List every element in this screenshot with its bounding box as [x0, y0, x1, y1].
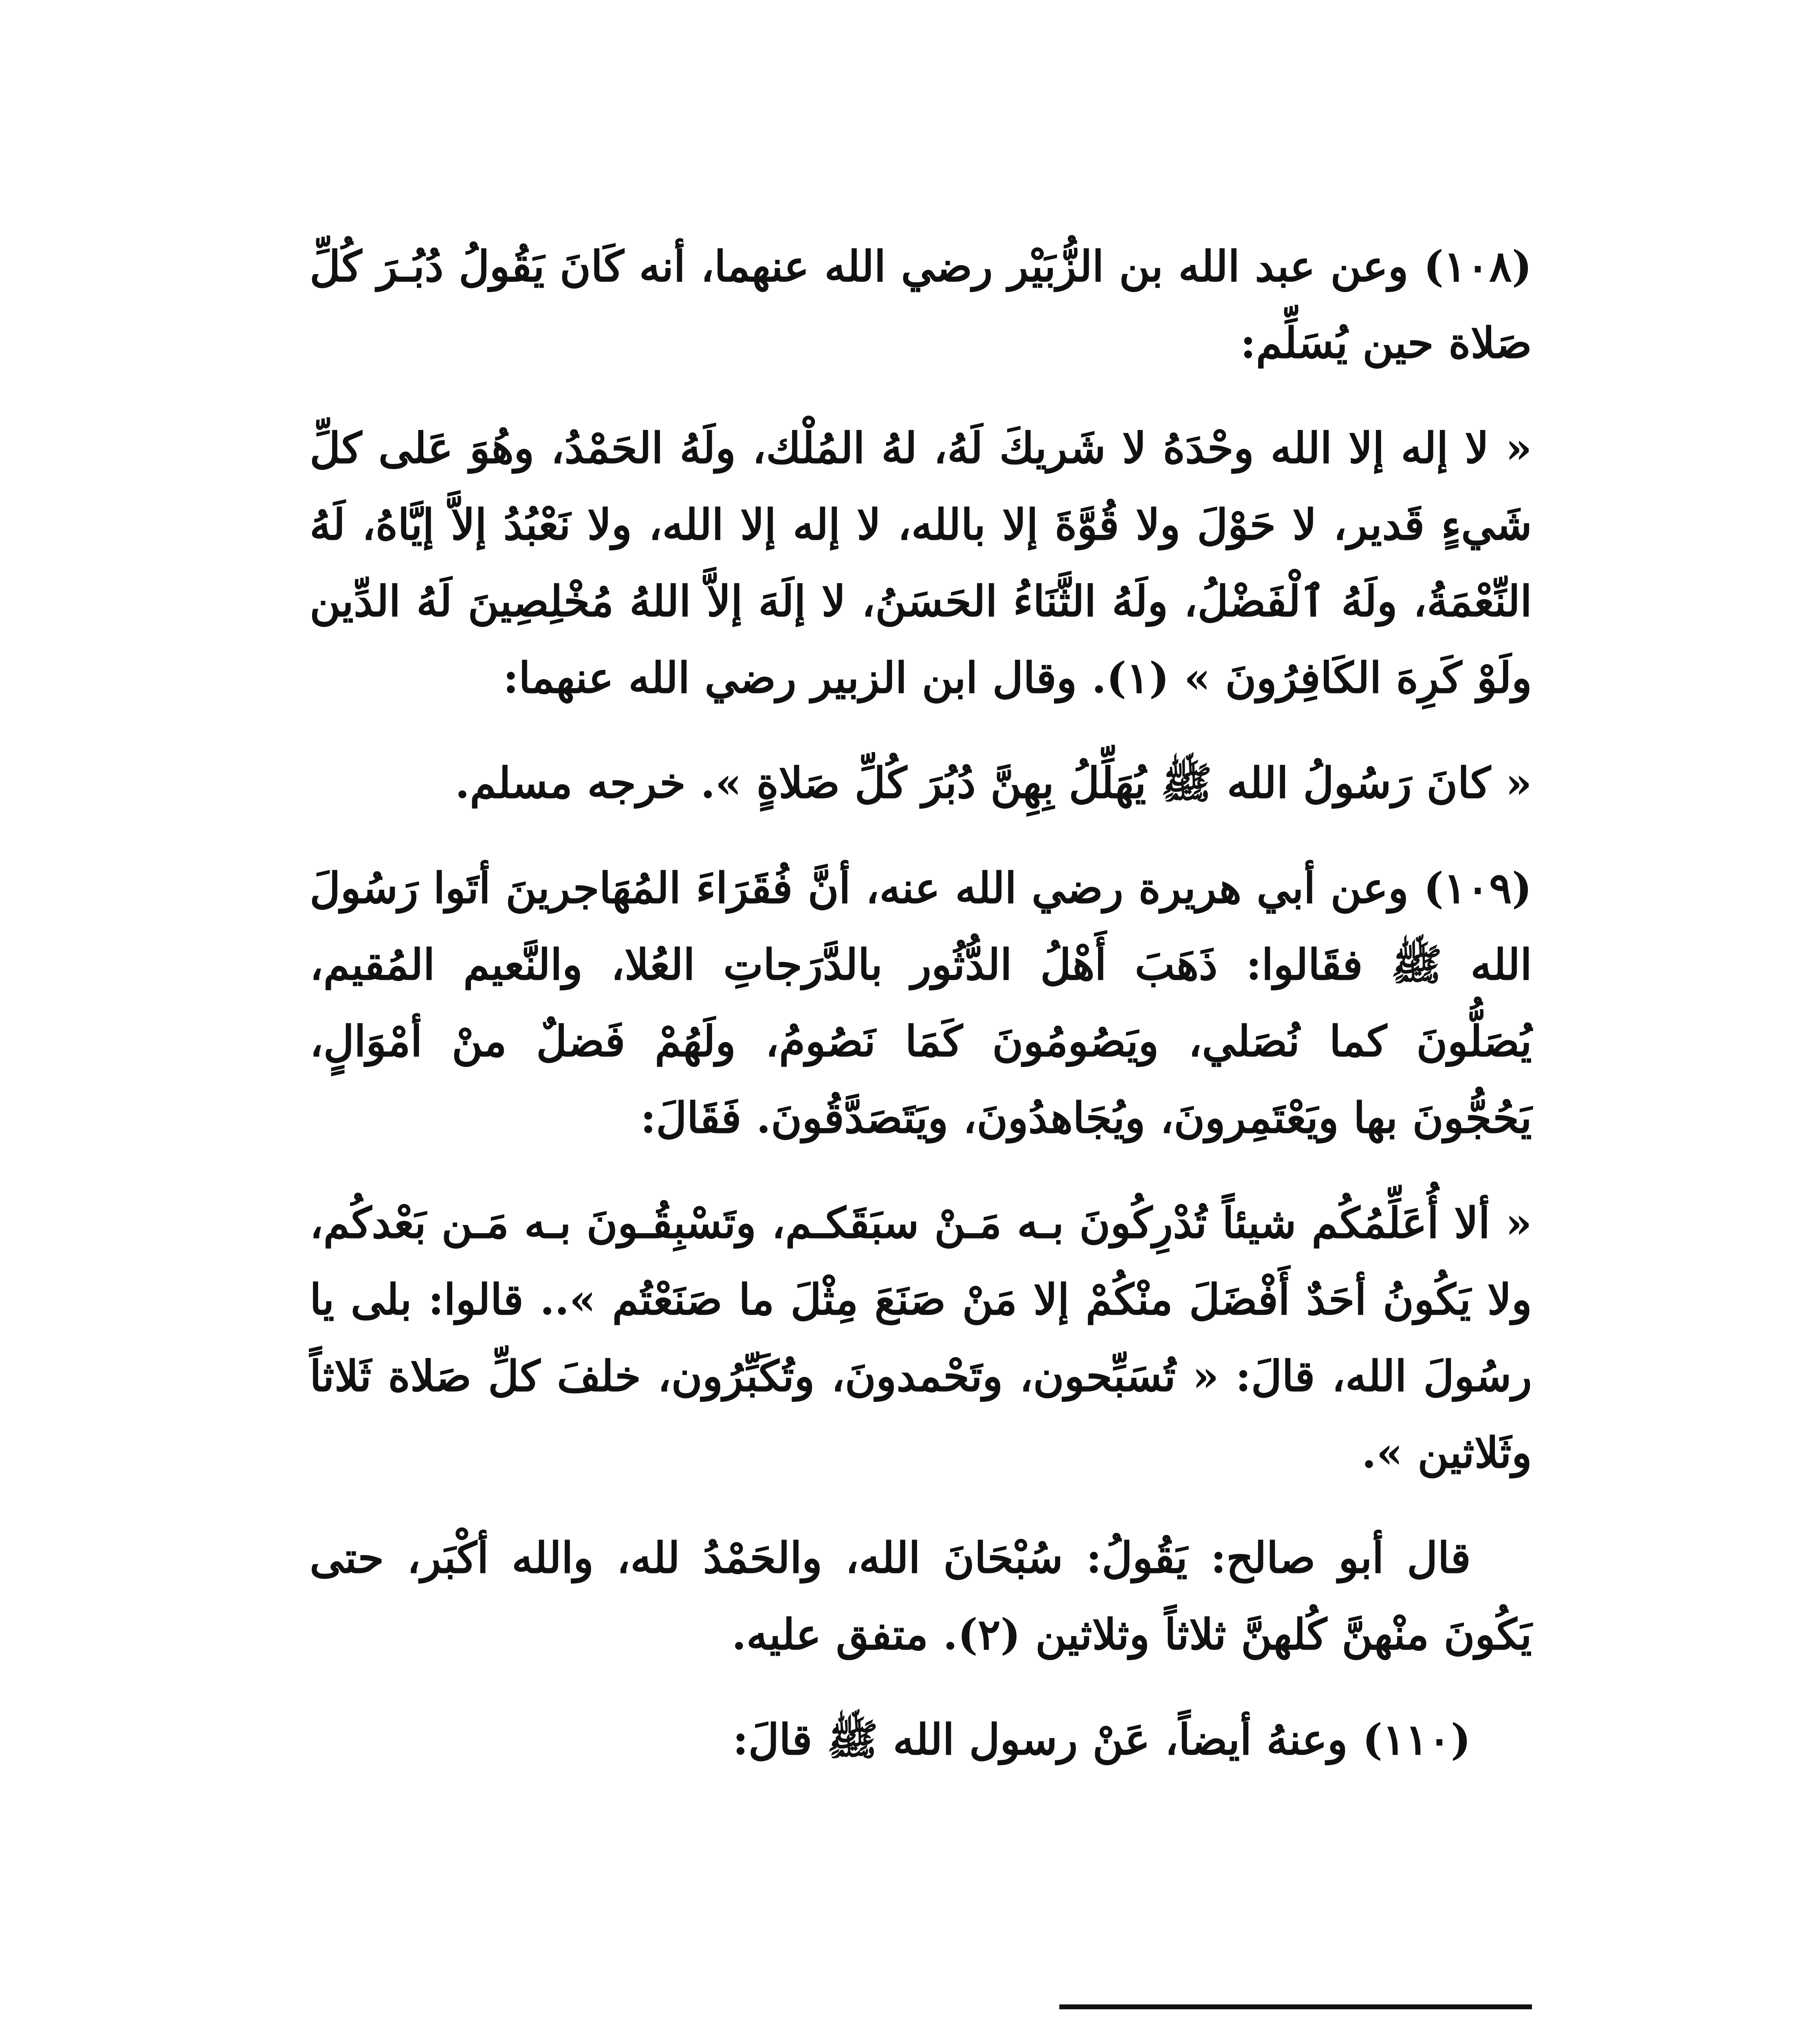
hadith-109-intro: (١٠٩) وعن أبي هريرة رضي الله عنه، أنَّ فُقَرَاءَ المُهَاجرينَ أتَوا رَسُولَ الله ﷺ فقَالوا: ذَهَبَ أَهْلُ الدُّثُور بالدَّرَجاتِ العُلا، والنَّعيم المُقيم، يُصَلُّونَ كما نُصَلي، ويَصُومُونَ كَمَا نَصُومُ، ولَهُمْ فَضلٌ منْ أمْوَالٍ، يَحُجُّونَ بها ويَعْتَمِرونَ، ويُجَاهدُونَ، ويَتَصَدَّقُونَ. فَقَالَ: — [310, 863, 1532, 1143]
hadith-109-response: « ألا أُعَلِّمُكُم شيئاً تُدْرِكُونَ بـه مَـنْ سبَقَكـم، وتَسْبِقُـونَ بـه مَـن بَعْدكُم، ولا يَكُونُ أحَدٌ أَفْضَلَ منْكُمْ إلا مَنْ صَنَعَ مِثْلَ ما صَنَعْتُم ».. قالوا: بلى يا رسُولَ الله، قالَ: « تُسَبِّحون، وتَحْمدونَ، وتُكَبِّرُون، خلفَ كلِّ صَلاة ثَلاثاً وثَلاثين ». — [310, 1198, 1532, 1478]
hadith-108-conclusion: « كانَ رَسُولُ الله ﷺ يُهَلِّلُ بِهِنَّ دُبُرَ كُلِّ صَلاةٍ ». خرجه مسلم. — [455, 758, 1532, 808]
hadith-110-intro: (١١٠) وعنهُ أيضاً، عَنْ رسول الله ﷺ قالَ: — [733, 1714, 1471, 1764]
hadith-108-dhikr: « لا إله إلا الله وحْدَهُ لا شَريكَ لَهُ، لهُ المُلْك، ولَهُ الحَمْدُ، وهُوَ عَلى كلِّ شَيءٍ قَدير، لا حَوْلَ ولا قُوَّةَ إلا بالله، لا إله إلا الله، ولا نَعْبُدُ إلاَّ إيَّاهُ، لَهُ النِّعْمَةُ، ولَهُ ٱلْفَضْلُ، ولَهُ الثَّنَاءُ الحَسَنُ، لا إلَهَ إلاَّ اللهُ مُخْلِصِينَ لَهُ الدِّين ولَوْ كَرِهَ الكَافِرُونَ » (١). وقال ابن الزبير رضي الله عنهما: — [310, 423, 1532, 703]
hadith-108-intro: (١٠٨) وعن عبد الله بن الزُّبَيْر رضي الله عنهما، أنه كَانَ يَقُولُ دُبُـرَ كُلِّ صَلاة حين يُسَلِّم: — [310, 241, 1532, 368]
footnote-divider — [1059, 2004, 1532, 2009]
main-text — [310, 228, 1532, 1806]
hadith-109-abu-salih: قال أبو صالح: يَقُولُ: سُبْحَانَ الله، والحَمْدُ لله، والله أكْبَر، حتى يَكُونَ منْهنَّ كُلهنَّ ثلاثاً وثلاثين (٢). متفق عليه. — [310, 1533, 1532, 1659]
